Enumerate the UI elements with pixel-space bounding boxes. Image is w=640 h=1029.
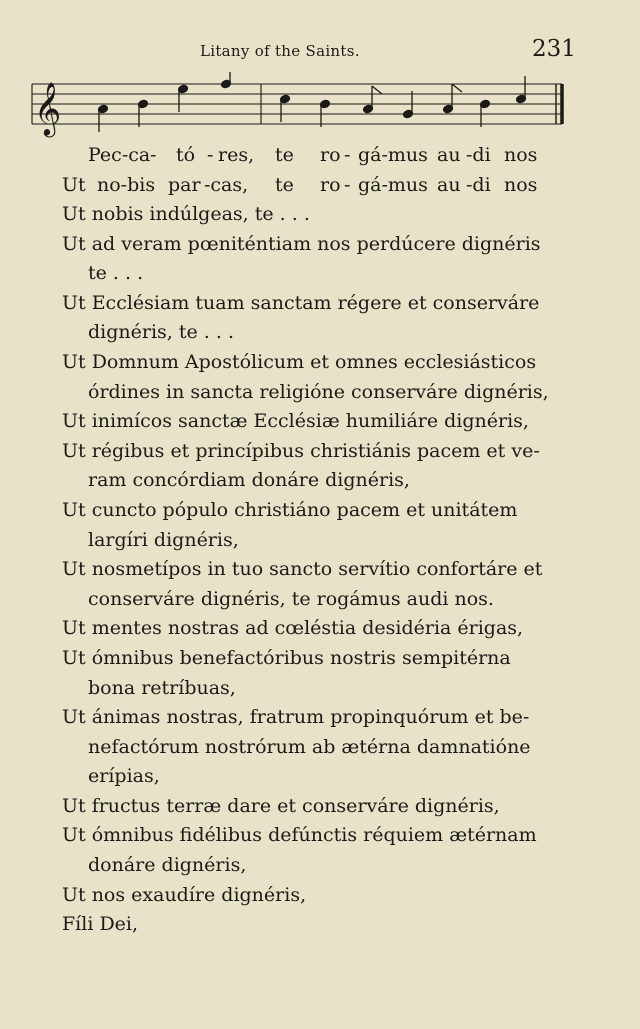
text-line: Ut ómnibus benefactóribus nostris sempitérna bbox=[62, 646, 511, 669]
syllable: -di bbox=[466, 144, 491, 166]
text-line: Ut ánimas nostras, fratrum propinquórum et be- bbox=[62, 706, 530, 729]
syllable: no-bis bbox=[97, 174, 156, 196]
text-line: nefactórum nostrórum ab ætérna damnatióne bbox=[88, 735, 531, 758]
syllable: ro bbox=[320, 174, 341, 196]
chant-syllables bbox=[0, 140, 640, 204]
syllable: Pec-ca bbox=[88, 144, 151, 166]
text-line: donáre dignéris, bbox=[88, 854, 247, 877]
syllable: Ut bbox=[62, 174, 86, 196]
text-line: Ut nobis indúlgeas, te . . . bbox=[62, 203, 310, 225]
litany-text bbox=[62, 200, 572, 940]
syllable: - bbox=[150, 144, 157, 166]
text-line: Ut Domnum Apostólicum et omnes ecclesiásticos bbox=[62, 350, 537, 373]
syllable: -cas, bbox=[204, 174, 249, 196]
text-line: Ut ómnibus fidélibus defúnctis réquiem ætérnam bbox=[62, 824, 537, 847]
syllable: - bbox=[207, 144, 214, 166]
syllable: nos bbox=[504, 144, 538, 166]
text-line: conserváre dignéris, te rogámus audi nos. bbox=[88, 587, 494, 610]
syllable: te bbox=[275, 174, 294, 196]
syllable: par bbox=[168, 174, 201, 196]
music-staff bbox=[30, 72, 580, 140]
text-line: Ut régibus et princípibus christiánis pacem et ve- bbox=[62, 439, 540, 462]
text-line: Ut nosmetípos in tuo sancto servítio confortáre et bbox=[62, 558, 543, 581]
page-header bbox=[0, 36, 640, 66]
text-line: Ut fructus terræ dare et conserváre dignéris, bbox=[62, 794, 500, 817]
syllable: - bbox=[344, 174, 351, 196]
text-line: Fíli Dei, bbox=[62, 913, 139, 936]
syllable: res, bbox=[218, 144, 255, 166]
syllable: nos bbox=[504, 174, 538, 196]
syllable: au bbox=[437, 174, 461, 196]
page-number: 231 bbox=[532, 36, 576, 62]
svg-text:𝄞: 𝄞 bbox=[34, 81, 62, 135]
text-line: Ut nos exaudíre dignéris, bbox=[62, 883, 307, 906]
text-line: Ut Ecclésiam tuam sanctam régere et conserváre bbox=[62, 291, 540, 314]
text-line: erípias, bbox=[88, 765, 160, 788]
syllable: - bbox=[344, 144, 351, 166]
running-title: Litany of the Saints. bbox=[200, 42, 360, 60]
text-line: te . . . bbox=[88, 262, 144, 285]
syllable: te bbox=[275, 144, 294, 166]
syllable: au bbox=[437, 144, 461, 166]
syllable: -di bbox=[466, 174, 491, 196]
syllable: gá-mus bbox=[358, 144, 428, 166]
syllable: tó bbox=[176, 144, 196, 166]
syllable: ro bbox=[320, 144, 341, 166]
text-line: bona retríbuas, bbox=[88, 676, 236, 699]
text-line: dignéris, te . . . bbox=[88, 321, 234, 344]
syllable: gá-mus bbox=[358, 174, 428, 196]
text-line: Ut cuncto pópulo christiáno pacem et unitátem bbox=[62, 498, 518, 521]
text-line: Ut inimícos sanctæ Ecclésiæ humiliáre dignéris, bbox=[62, 410, 529, 433]
text-line: Ut ad veram pœniténtiam nos perdúcere dignéris bbox=[62, 232, 541, 255]
text-line: órdines in sancta religióne conserváre dignéris, bbox=[88, 380, 549, 403]
text-line: ram concórdiam donáre dignéris, bbox=[88, 469, 410, 492]
text-line: largíri dignéris, bbox=[88, 528, 239, 551]
treble-clef-icon bbox=[34, 81, 61, 137]
text-line: Ut mentes nostras ad cœléstia desidéria érigas, bbox=[62, 617, 524, 640]
chant-notes bbox=[98, 72, 527, 132]
